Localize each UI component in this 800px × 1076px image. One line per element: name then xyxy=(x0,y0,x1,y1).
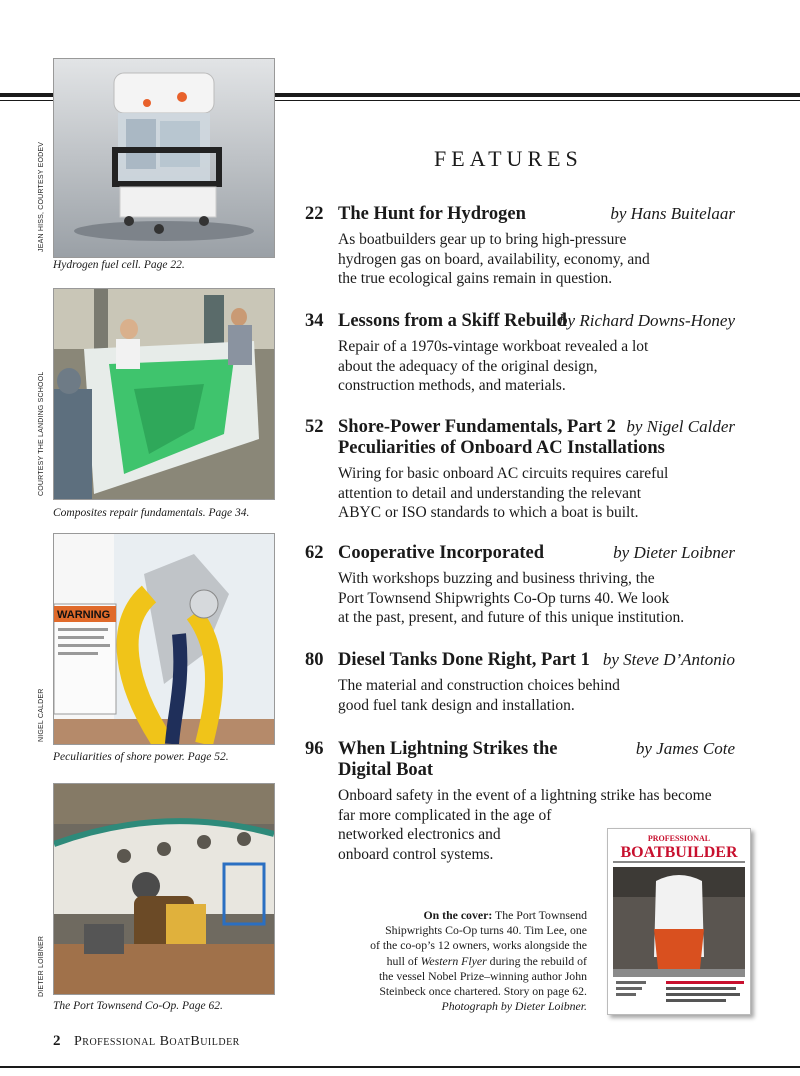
footer-rule xyxy=(0,1066,800,1068)
photo-credit: NIGEL CALDER xyxy=(38,688,45,742)
article-subtitle: Peculiarities of Onboard AC Installations xyxy=(338,438,665,458)
photo-caption: The Port Townsend Co-Op. Page 62. xyxy=(53,1000,223,1012)
page-number: 2 xyxy=(53,1033,61,1049)
article-author: by Dieter Loibner xyxy=(613,543,735,562)
cover-masthead: BOATBUILDER xyxy=(620,844,738,861)
article-title[interactable]: Lessons from a Skiff Rebuild xyxy=(338,311,567,331)
article-description: Onboard safety in the event of a lightning strike has become far more complicated in the age of networked electronics and onboard control systems. xyxy=(338,787,712,863)
article-author: by James Cote xyxy=(635,739,735,758)
article-description: Wiring for basic onboard AC circuits requires careful attention to detail and understanding the relevant ABYC or ISO standards to which a boat is built. xyxy=(338,465,669,521)
photo-credit: JEAN HISS, COURTESY EODEV xyxy=(38,141,45,252)
photo-port-townsend-coop xyxy=(53,783,275,995)
article-description: With workshops buzzing and business thriving, the Port Townsend Shipwrights Co-Op turns 40. We look at the past, present, and future of this unique institution. xyxy=(338,570,685,626)
article-page-number: 80 xyxy=(305,650,324,670)
article-description: Repair of a 1970s-vintage workboat revealed a lot about the adequacy of the original design, construction methods, and materials. xyxy=(338,338,649,394)
article-author: by Nigel Calder xyxy=(626,417,735,436)
photo-caption: Hydrogen fuel cell. Page 22. xyxy=(53,259,185,271)
article-page-number: 62 xyxy=(305,543,324,563)
article-description: As boatbuilders gear up to bring high-pressure hydrogen gas on board, availability, economy, and the true ecological gains remain in question. xyxy=(338,231,650,287)
magazine-cover-thumbnail[interactable] xyxy=(607,828,751,1015)
photo-hydrogen-fuel-cell xyxy=(53,58,275,258)
photo-caption: Composites repair fundamentals. Page 34. xyxy=(53,507,250,519)
article-title[interactable]: When Lightning Strikes the xyxy=(338,739,558,759)
article-description: The material and construction choices behind good fuel tank design and installation. xyxy=(338,677,620,714)
article-page-number: 96 xyxy=(305,739,324,759)
photo-credit: COURTESY THE LANDING SCHOOL xyxy=(38,371,45,496)
article-page-number: 22 xyxy=(305,204,324,224)
article-author: by Steve D’Antonio xyxy=(602,650,735,669)
article-title[interactable]: The Hunt for Hydrogen xyxy=(338,204,526,224)
article-subtitle: Digital Boat xyxy=(338,760,434,780)
photo-composites-repair xyxy=(53,288,275,500)
article-title[interactable]: Shore-Power Fundamentals, Part 2 xyxy=(338,417,616,437)
features-heading: FEATURES xyxy=(434,146,583,171)
article-title[interactable]: Diesel Tanks Done Right, Part 1 xyxy=(338,650,590,670)
warning-label: WARNING xyxy=(57,609,111,621)
photo-shore-power xyxy=(53,533,275,745)
article-page-number: 34 xyxy=(305,311,324,331)
magazine-name: Professional BoatBuilder xyxy=(74,1034,240,1049)
article-author: by Hans Buitelaar xyxy=(610,204,735,223)
article-page-number: 52 xyxy=(305,417,324,437)
photo-caption: Peculiarities of shore power. Page 52. xyxy=(53,751,229,763)
article-author: by Richard Downs-Honey xyxy=(559,311,735,330)
photo-credit: DIETER LOIBNER xyxy=(38,935,45,997)
cover-masthead-top: PROFESSIONAL xyxy=(647,834,711,843)
article-title[interactable]: Cooperative Incorporated xyxy=(338,543,545,563)
cover-caption: On the cover: The Port Townsend Shipwrights Co-Op turns 40. Tim Lee, one of the co-op’s 12 owners, works alongside the hull of Western Flyer during the rebuild of the vessel Nobel Prize–winning author John Steinbeck once chartered. Story on page 62. Photograph by Dieter Loibner. xyxy=(370,908,587,1014)
